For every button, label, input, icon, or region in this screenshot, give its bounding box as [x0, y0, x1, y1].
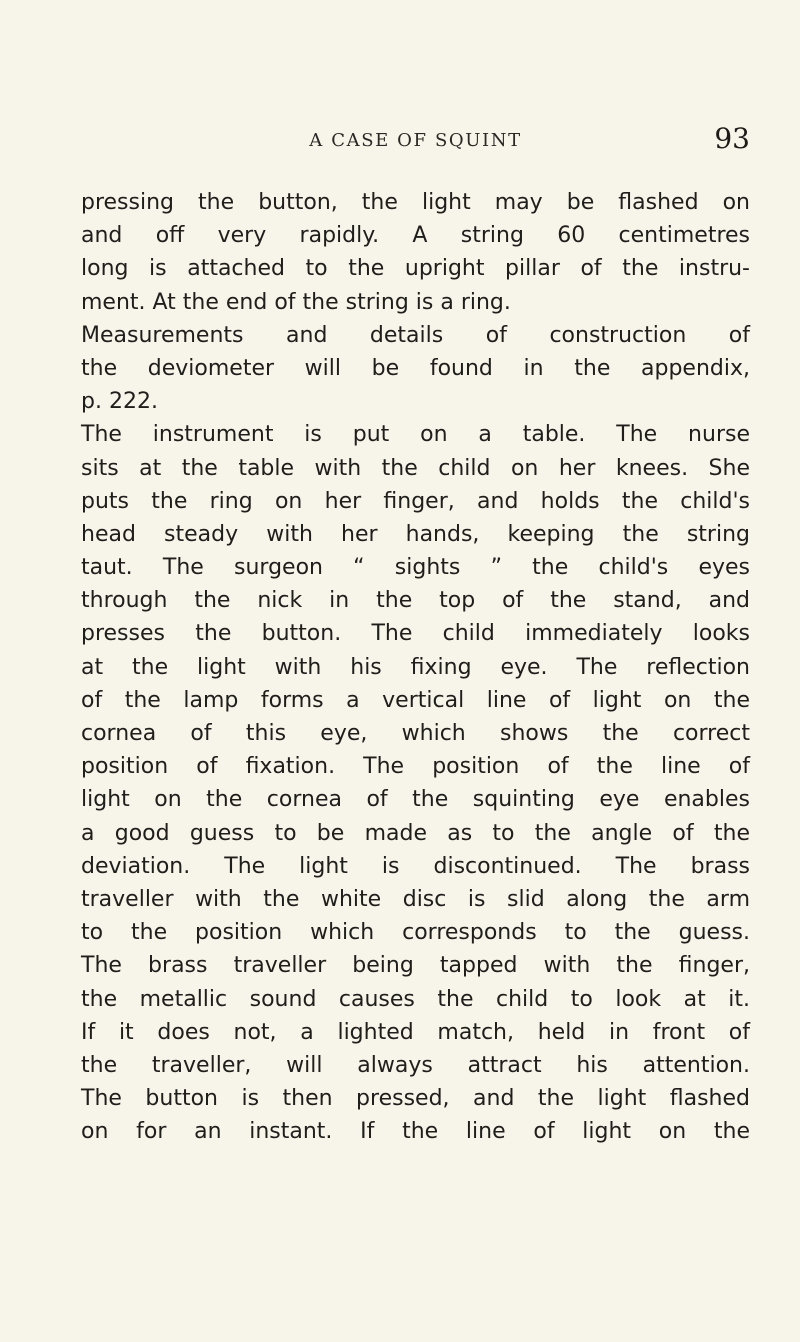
text-line: position of fixation. The position of the line of: [81, 754, 750, 780]
text-line: of the lamp forms a vertical line of light on the: [81, 687, 750, 713]
text-line: taut. The surgeon “ sights ” the child's eyes: [81, 555, 750, 581]
text-line: Measurements and details of construction of: [81, 322, 750, 348]
text-line: puts the ring on her finger, and holds the child's: [81, 488, 750, 514]
text-line: The instrument is put on a table. The nurse: [81, 422, 750, 448]
text-line: through the nick in the top of the stand, and: [81, 588, 750, 614]
page-number: 93: [714, 122, 750, 155]
text-line: on for an instant. If the line of light on the: [81, 1119, 750, 1145]
running-head: A CASE OF SQUINT: [309, 130, 522, 151]
page-header: [81, 118, 750, 164]
body-text: [81, 186, 750, 1148]
text-line: If it does not, a lighted match, held in front of: [81, 1019, 750, 1045]
text-line: cornea of this eye, which shows the correct: [81, 721, 750, 746]
text-line: ment. At the end of the string is a ring.: [81, 289, 511, 315]
text-line: presses the button. The child immediately looks: [81, 621, 750, 647]
text-line: traveller with the white disc is slid along the arm: [81, 886, 750, 912]
text-line: a good guess to be made as to the angle of the: [81, 820, 750, 846]
text-line: head steady with her hands, keeping the string: [81, 521, 750, 547]
text-line: deviation. The light is discontinued. The brass: [81, 853, 750, 879]
text-line: and off very rapidly. A string 60 centimetres: [81, 223, 750, 249]
text-line: p. 222.: [81, 389, 158, 415]
text-line: the deviometer will be found in the appendix,: [81, 355, 750, 381]
text-line: The button is then pressed, and the light flashed: [81, 1086, 750, 1112]
text-line: The brass traveller being tapped with the finger,: [81, 953, 750, 979]
text-line: sits at the table with the child on her knees. She: [81, 455, 750, 481]
text-line: to the position which corresponds to the guess.: [81, 920, 750, 946]
text-line: light on the cornea of the squinting eye enables: [81, 787, 750, 813]
text-line: the metallic sound causes the child to look at it.: [81, 986, 750, 1012]
text-line: the traveller, will always attract his attention.: [81, 1052, 750, 1078]
text-line: pressing the button, the light may be flashed on: [81, 190, 750, 215]
text-line: long is attached to the upright pillar of the instru-: [81, 256, 750, 282]
text-line: at the light with his fixing eye. The reflection: [81, 654, 750, 680]
